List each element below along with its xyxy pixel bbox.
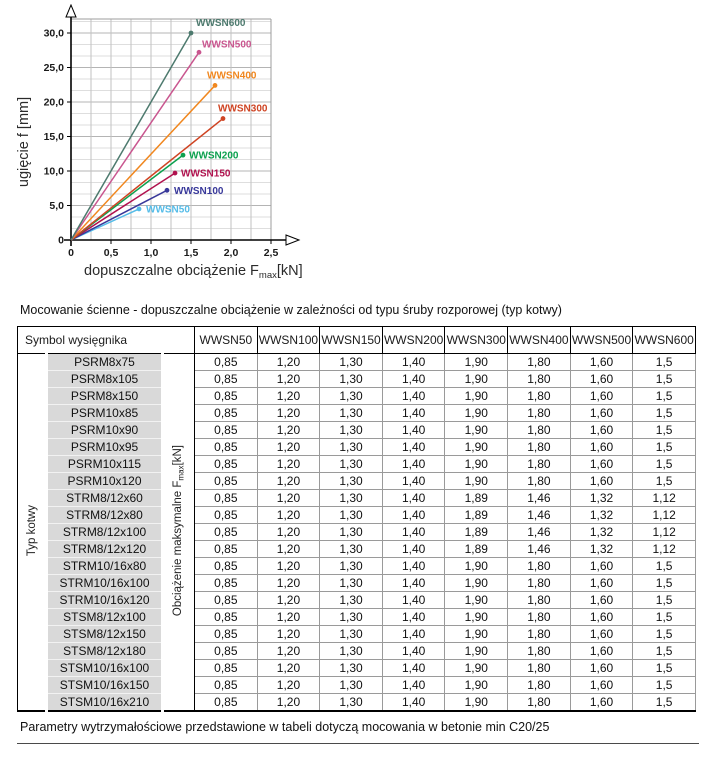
load-value-cell: 1,60 xyxy=(570,473,633,490)
load-value-cell: 0,85 xyxy=(195,507,258,524)
table-row xyxy=(18,371,696,388)
load-value-cell: 1,30 xyxy=(320,524,383,541)
load-value-cell: 1,90 xyxy=(445,660,508,677)
table-row xyxy=(18,507,696,524)
load-value-cell: 1,30 xyxy=(320,371,383,388)
load-value-cell: 1,20 xyxy=(257,422,320,439)
load-value-cell: 1,46 xyxy=(508,524,571,541)
load-value-cell: 1,40 xyxy=(382,541,445,558)
load-value-cell: 1,40 xyxy=(382,677,445,694)
table-row xyxy=(18,558,696,575)
load-value-cell: 1,20 xyxy=(257,507,320,524)
series-label-WWSN100: WWSN100 xyxy=(174,185,224,197)
load-value-cell: 1,5 xyxy=(633,439,696,456)
anchor-type-label: PSRM8x75 xyxy=(47,354,163,371)
load-value-cell: 1,40 xyxy=(382,456,445,473)
row-group-label: Typ kotwy xyxy=(25,504,38,556)
column-header-WWSN100: WWSN100 xyxy=(257,327,320,354)
load-value-cell: 1,80 xyxy=(508,456,571,473)
y-tick-label: 20,0 xyxy=(43,96,64,109)
x-tick-label: 1,5 xyxy=(183,247,199,259)
load-value-cell: 1,20 xyxy=(257,388,320,405)
load-value-cell: 1,90 xyxy=(445,677,508,694)
load-value-cell: 1,90 xyxy=(445,575,508,592)
load-value-cell: 1,40 xyxy=(382,524,445,541)
value-axis-label xyxy=(172,445,185,616)
y-tick-label: 0 xyxy=(58,234,64,247)
load-value-cell: 1,90 xyxy=(445,354,508,371)
load-value-cell: 1,60 xyxy=(570,643,633,660)
column-header-WWSN500: WWSN500 xyxy=(570,327,633,354)
table-row xyxy=(18,388,696,405)
x-tick-label: 2,0 xyxy=(223,247,239,259)
load-value-cell: 1,5 xyxy=(633,354,696,371)
load-value-cell: 1,30 xyxy=(320,677,383,694)
load-value-cell: 1,20 xyxy=(257,558,320,575)
load-value-cell: 1,30 xyxy=(320,439,383,456)
load-value-cell: 1,60 xyxy=(570,354,633,371)
load-value-cell: 0,85 xyxy=(195,490,258,507)
table-row xyxy=(18,626,696,643)
load-value-cell: 1,89 xyxy=(445,507,508,524)
anchor-type-label: STRM10/16x80 xyxy=(47,558,163,575)
load-value-cell: 1,40 xyxy=(382,473,445,490)
load-value-cell: 0,85 xyxy=(195,677,258,694)
load-value-cell: 1,30 xyxy=(320,694,383,711)
load-value-cell: 1,40 xyxy=(382,422,445,439)
anchor-type-label: STRM8/12x80 xyxy=(47,507,163,524)
load-value-cell: 1,30 xyxy=(320,422,383,439)
load-value-cell: 1,40 xyxy=(382,558,445,575)
y-axis-arrow-icon xyxy=(66,5,76,17)
load-value-cell: 1,90 xyxy=(445,626,508,643)
load-value-cell: 1,60 xyxy=(570,575,633,592)
load-value-cell: 1,40 xyxy=(382,490,445,507)
load-value-cell: 1,30 xyxy=(320,575,383,592)
load-value-cell: 1,60 xyxy=(570,422,633,439)
load-value-cell: 1,90 xyxy=(445,371,508,388)
column-header-WWSN200: WWSN200 xyxy=(382,327,445,354)
load-value-cell: 1,89 xyxy=(445,490,508,507)
anchor-type-label: STSM10/16x100 xyxy=(47,660,163,677)
load-value-cell: 0,85 xyxy=(195,405,258,422)
value-axis-label-part: [kN] xyxy=(172,444,185,466)
anchor-type-label: PSRM8x105 xyxy=(47,371,163,388)
load-value-cell: 0,85 xyxy=(195,643,258,660)
load-value-cell: 1,80 xyxy=(508,422,571,439)
load-value-cell: 1,60 xyxy=(570,677,633,694)
value-axis-label-part: Obciążenie maksymalne F xyxy=(172,480,185,616)
series-point-WWSN150 xyxy=(173,171,178,176)
load-value-cell: 1,40 xyxy=(382,660,445,677)
load-value-cell: 1,5 xyxy=(633,422,696,439)
table-row xyxy=(18,354,696,371)
load-value-cell: 1,5 xyxy=(633,456,696,473)
load-value-cell: 1,46 xyxy=(508,541,571,558)
load-value-cell: 1,40 xyxy=(382,354,445,371)
load-value-cell: 1,40 xyxy=(382,371,445,388)
y-axis-title: ugięcie f [mm] xyxy=(16,96,32,188)
load-value-cell: 1,90 xyxy=(445,405,508,422)
table-row xyxy=(18,422,696,439)
table-row xyxy=(18,677,696,694)
load-value-cell: 1,12 xyxy=(633,541,696,558)
load-value-cell: 1,5 xyxy=(633,405,696,422)
load-value-cell: 1,40 xyxy=(382,388,445,405)
load-value-cell: 1,5 xyxy=(633,609,696,626)
load-value-cell: 1,40 xyxy=(382,592,445,609)
load-value-cell: 1,40 xyxy=(382,643,445,660)
load-value-cell: 1,89 xyxy=(445,541,508,558)
load-value-cell: 1,90 xyxy=(445,456,508,473)
table-row xyxy=(18,592,696,609)
table-row xyxy=(18,490,696,507)
load-value-cell: 1,5 xyxy=(633,626,696,643)
load-value-cell: 1,40 xyxy=(382,405,445,422)
load-value-cell: 1,20 xyxy=(257,660,320,677)
load-value-cell: 0,85 xyxy=(195,473,258,490)
table-row xyxy=(18,541,696,558)
load-value-cell: 1,80 xyxy=(508,371,571,388)
load-value-cell: 0,85 xyxy=(195,592,258,609)
table-row xyxy=(18,473,696,490)
load-value-cell: 1,5 xyxy=(633,388,696,405)
load-value-cell: 1,40 xyxy=(382,439,445,456)
x-tick-label: 0 xyxy=(68,247,74,259)
load-value-cell: 1,90 xyxy=(445,609,508,626)
anchor-type-label: STRM8/12x60 xyxy=(47,490,163,507)
load-value-cell: 1,5 xyxy=(633,643,696,660)
row-group-label-cell xyxy=(18,354,47,711)
table-row xyxy=(18,694,696,711)
load-value-cell: 0,85 xyxy=(195,371,258,388)
anchor-type-label: PSRM10x95 xyxy=(47,439,163,456)
load-value-cell: 1,90 xyxy=(445,388,508,405)
series-label-WWSN400: WWSN400 xyxy=(207,70,257,82)
column-header-WWSN600: WWSN600 xyxy=(633,327,696,354)
symbol-header: Symbol wysięgnika xyxy=(18,327,195,354)
load-value-cell: 1,30 xyxy=(320,388,383,405)
load-value-cell: 1,90 xyxy=(445,592,508,609)
x-tick-label: 2,5 xyxy=(263,247,279,259)
table-row xyxy=(18,575,696,592)
load-value-cell: 1,40 xyxy=(382,626,445,643)
load-value-cell: 1,60 xyxy=(570,371,633,388)
load-value-cell: 1,80 xyxy=(508,609,571,626)
load-value-cell: 0,85 xyxy=(195,354,258,371)
load-value-cell: 1,20 xyxy=(257,541,320,558)
load-value-cell: 1,30 xyxy=(320,660,383,677)
load-value-cell: 1,60 xyxy=(570,626,633,643)
load-value-cell: 1,5 xyxy=(633,677,696,694)
load-value-cell: 1,30 xyxy=(320,456,383,473)
load-value-cell: 1,30 xyxy=(320,490,383,507)
anchor-type-label: STSM8/12x180 xyxy=(47,643,163,660)
load-value-cell: 1,40 xyxy=(382,694,445,711)
series-point-WWSN300 xyxy=(221,116,226,121)
y-tick-label: 25,0 xyxy=(43,62,64,74)
series-label-WWSN150: WWSN150 xyxy=(181,168,231,180)
load-value-cell: 1,20 xyxy=(257,609,320,626)
series-label-WWSN600: WWSN600 xyxy=(196,18,246,29)
load-value-cell: 1,60 xyxy=(570,558,633,575)
y-tick-label: 5,0 xyxy=(49,200,64,212)
load-value-cell: 1,30 xyxy=(320,541,383,558)
anchor-type-label: PSRM10x120 xyxy=(47,473,163,490)
table-row xyxy=(18,524,696,541)
load-value-cell: 1,5 xyxy=(633,558,696,575)
load-value-cell: 1,20 xyxy=(257,677,320,694)
load-value-cell: 1,90 xyxy=(445,439,508,456)
load-value-cell: 1,30 xyxy=(320,626,383,643)
load-value-cell: 1,12 xyxy=(633,507,696,524)
load-value-cell: 1,80 xyxy=(508,388,571,405)
load-value-cell: 1,32 xyxy=(570,524,633,541)
load-value-cell: 1,30 xyxy=(320,473,383,490)
table-row xyxy=(18,405,696,422)
load-value-cell: 1,5 xyxy=(633,694,696,711)
anchor-type-label: STRM8/12x100 xyxy=(47,524,163,541)
load-value-cell: 1,80 xyxy=(508,354,571,371)
load-value-cell: 1,90 xyxy=(445,422,508,439)
x-tick-label: 0,5 xyxy=(103,247,119,259)
load-value-cell: 1,90 xyxy=(445,643,508,660)
table-header-row xyxy=(18,327,696,354)
table-row xyxy=(18,609,696,626)
load-value-cell: 0,85 xyxy=(195,575,258,592)
anchor-type-label: STRM8/12x120 xyxy=(47,541,163,558)
load-value-cell: 1,60 xyxy=(570,405,633,422)
load-value-cell: 1,80 xyxy=(508,677,571,694)
table-row xyxy=(18,456,696,473)
load-value-cell: 0,85 xyxy=(195,439,258,456)
load-value-cell: 0,85 xyxy=(195,626,258,643)
load-value-cell: 0,85 xyxy=(195,660,258,677)
series-label-WWSN500: WWSN500 xyxy=(202,39,252,51)
y-tick-label: 30,0 xyxy=(43,27,64,40)
load-value-cell: 1,90 xyxy=(445,558,508,575)
load-value-cell: 1,90 xyxy=(445,694,508,711)
load-value-cell: 1,80 xyxy=(508,592,571,609)
load-value-cell: 1,12 xyxy=(633,490,696,507)
load-value-cell: 1,80 xyxy=(508,626,571,643)
load-value-cell: 1,30 xyxy=(320,354,383,371)
load-value-cell: 1,20 xyxy=(257,626,320,643)
load-value-cell: 1,30 xyxy=(320,592,383,609)
load-value-cell: 1,20 xyxy=(257,405,320,422)
load-value-cell: 1,60 xyxy=(570,694,633,711)
y-tick-label: 10,0 xyxy=(43,165,64,178)
anchor-type-label: PSRM10x85 xyxy=(47,405,163,422)
load-value-cell: 1,60 xyxy=(570,439,633,456)
column-header-WWSN300: WWSN300 xyxy=(445,327,508,354)
column-header-WWSN50: WWSN50 xyxy=(195,327,258,354)
load-value-cell: 1,46 xyxy=(508,490,571,507)
deflection-vs-load-chart xyxy=(6,4,316,292)
column-header-WWSN400: WWSN400 xyxy=(508,327,571,354)
load-value-cell: 1,90 xyxy=(445,473,508,490)
series-point-WWSN600 xyxy=(189,31,194,36)
anchor-type-label: PSRM8x150 xyxy=(47,388,163,405)
load-capacity-table xyxy=(17,326,696,712)
load-value-cell: 0,85 xyxy=(195,558,258,575)
value-axis-label-part: max xyxy=(176,465,186,481)
load-value-cell: 1,32 xyxy=(570,541,633,558)
load-value-cell: 1,20 xyxy=(257,456,320,473)
load-value-cell: 0,85 xyxy=(195,388,258,405)
value-axis-label-cell xyxy=(163,354,195,711)
deflection-chart-section xyxy=(6,4,714,297)
load-value-cell: 1,80 xyxy=(508,694,571,711)
series-point-WWSN100 xyxy=(165,188,170,193)
load-value-cell: 1,20 xyxy=(257,354,320,371)
load-value-cell: 1,40 xyxy=(382,507,445,524)
load-value-cell: 1,32 xyxy=(570,490,633,507)
load-value-cell: 0,85 xyxy=(195,524,258,541)
load-value-cell: 1,20 xyxy=(257,473,320,490)
column-header-WWSN150: WWSN150 xyxy=(320,327,383,354)
load-value-cell: 1,5 xyxy=(633,592,696,609)
load-value-cell: 1,40 xyxy=(382,609,445,626)
load-value-cell: 1,80 xyxy=(508,660,571,677)
x-axis-arrow-icon xyxy=(286,235,299,245)
load-value-cell: 1,20 xyxy=(257,371,320,388)
load-value-cell: 1,60 xyxy=(570,660,633,677)
load-value-cell: 1,30 xyxy=(320,609,383,626)
table-caption: Mocowanie ścienne - dopuszczalne obciążenie w zależności od typu śruby rozporowej (typ kotwy) xyxy=(20,303,562,317)
load-value-cell: 1,20 xyxy=(257,439,320,456)
anchor-type-label: PSRM10x90 xyxy=(47,422,163,439)
load-value-cell: 1,60 xyxy=(570,592,633,609)
load-value-cell: 1,46 xyxy=(508,507,571,524)
footer-note: Parametry wytrzymałościowe przedstawione w tabeli dotyczą mocowania w betonie min C20/25 xyxy=(17,712,699,744)
y-tick-label: 15,0 xyxy=(43,131,64,143)
load-value-cell: 1,20 xyxy=(257,694,320,711)
load-value-cell: 0,85 xyxy=(195,541,258,558)
anchor-type-label: STSM10/16x210 xyxy=(47,694,163,711)
anchor-type-label: STRM10/16x120 xyxy=(47,592,163,609)
load-value-cell: 1,80 xyxy=(508,575,571,592)
load-value-cell: 1,20 xyxy=(257,524,320,541)
x-tick-label: 1,0 xyxy=(143,247,159,259)
load-value-cell: 0,85 xyxy=(195,609,258,626)
load-value-cell: 1,30 xyxy=(320,507,383,524)
load-value-cell: 1,20 xyxy=(257,592,320,609)
load-value-cell: 0,85 xyxy=(195,694,258,711)
load-value-cell: 1,40 xyxy=(382,575,445,592)
load-value-cell: 1,60 xyxy=(570,456,633,473)
table-row xyxy=(18,643,696,660)
load-value-cell: 1,89 xyxy=(445,524,508,541)
load-value-cell: 1,32 xyxy=(570,507,633,524)
load-value-cell: 1,80 xyxy=(508,405,571,422)
load-value-cell: 1,5 xyxy=(633,473,696,490)
anchor-type-label: STSM8/12x100 xyxy=(47,609,163,626)
load-value-cell: 1,80 xyxy=(508,473,571,490)
load-value-cell: 1,30 xyxy=(320,643,383,660)
load-value-cell: 0,85 xyxy=(195,456,258,473)
load-value-cell: 1,20 xyxy=(257,575,320,592)
load-value-cell: 1,30 xyxy=(320,558,383,575)
load-value-cell: 1,80 xyxy=(508,643,571,660)
load-value-cell: 0,85 xyxy=(195,422,258,439)
series-label-WWSN200: WWSN200 xyxy=(189,150,239,162)
series-point-WWSN500 xyxy=(197,50,202,55)
load-value-cell: 1,80 xyxy=(508,439,571,456)
series-point-WWSN50 xyxy=(137,207,142,212)
load-value-cell: 1,12 xyxy=(633,524,696,541)
anchor-type-label: STSM8/12x150 xyxy=(47,626,163,643)
load-value-cell: 1,5 xyxy=(633,660,696,677)
load-value-cell: 1,5 xyxy=(633,371,696,388)
x-axis-title: dopuszczalne obciążenie $F_{max}[kN]$ xyxy=(84,263,303,281)
load-value-cell: 1,20 xyxy=(257,643,320,660)
load-value-cell: 1,30 xyxy=(320,405,383,422)
anchor-type-label: STRM10/16x100 xyxy=(47,575,163,592)
series-label-WWSN300: WWSN300 xyxy=(218,103,268,115)
load-value-cell: 1,60 xyxy=(570,609,633,626)
anchor-type-label: STSM10/16x150 xyxy=(47,677,163,694)
table-row xyxy=(18,439,696,456)
anchor-type-label: PSRM10x115 xyxy=(47,456,163,473)
load-value-cell: 1,60 xyxy=(570,388,633,405)
series-point-WWSN200 xyxy=(181,153,186,158)
load-value-cell: 1,80 xyxy=(508,558,571,575)
series-label-WWSN50: WWSN50 xyxy=(146,204,190,216)
series-point-WWSN400 xyxy=(213,83,218,88)
load-value-cell: 1,5 xyxy=(633,575,696,592)
load-value-cell: 1,20 xyxy=(257,490,320,507)
table-row xyxy=(18,660,696,677)
